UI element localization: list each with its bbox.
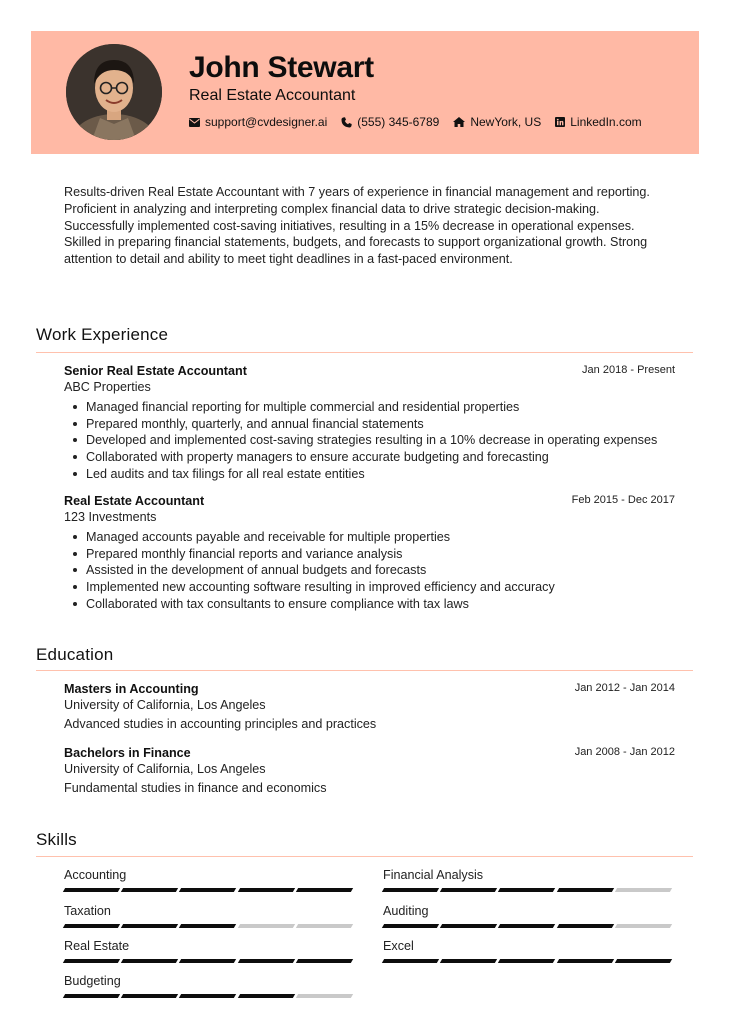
work-company: ABC Properties [64,380,151,394]
skill-level-bar [64,888,355,892]
skill-name: Financial Analysis [383,868,484,882]
skill-segment-filled [63,924,120,928]
phone-icon [341,117,352,128]
education-school: University of California, Los Angeles [64,762,266,776]
candidate-name: John Stewart [189,51,374,84]
education-entry [64,682,675,731]
contact-phone[interactable] [341,115,439,129]
skill-segment-filled [121,959,178,963]
skill-segment-filled [179,959,236,963]
skill-segment-filled [179,924,236,928]
list-item: Developed and implemented cost-saving strategies resulting in a 10% decrease in operating expenses [64,432,675,449]
work-bullets [64,399,675,483]
list-item: Collaborated with property managers to ensure accurate budgeting and forecasting [64,449,675,466]
skill-level-bar [64,924,355,928]
divider [36,670,693,671]
skill-item [64,904,355,928]
education-school: University of California, Los Angeles [64,698,266,712]
skill-item [383,904,674,928]
skill-item [64,868,355,892]
skill-segment-empty [296,994,353,998]
skill-name: Accounting [64,868,127,882]
education-description: Fundamental studies in finance and economics [64,781,327,795]
skill-segment-filled [498,924,555,928]
skill-item [383,868,674,892]
header-banner [31,31,699,154]
skill-segment-filled [556,959,613,963]
skill-segment-empty [615,924,672,928]
skill-segment-filled [237,959,294,963]
skill-segment-filled [556,888,613,892]
skill-segment-empty [615,888,672,892]
work-title: Real Estate Accountant [64,494,205,508]
work-date: Jan 2018 - Present [582,364,675,376]
contact-email-text: support@cvdesigner.ai [205,115,328,129]
skill-name: Budgeting [64,974,121,988]
skill-segment-filled [382,924,439,928]
work-entry [64,494,675,613]
list-item: Managed accounts payable and receivable for multiple properties [64,529,675,546]
skill-level-bar [383,888,674,892]
contact-phone-text: (555) 345-6789 [357,115,440,129]
education-degree: Masters in Accounting [64,682,199,696]
skill-segment-empty [296,924,353,928]
skill-segment-filled [440,888,497,892]
skill-segment-filled [237,994,294,998]
skill-segment-filled [121,924,178,928]
list-item: Assisted in the development of annual budgets and forecasts [64,562,675,579]
skill-level-bar [383,959,674,963]
skill-item [64,939,355,963]
section-title-skills: Skills [36,830,77,849]
skill-segment-filled [498,959,555,963]
linkedin-icon [555,117,565,127]
skill-name: Excel [383,939,414,953]
list-item: Led audits and tax filings for all real estate entities [64,466,675,483]
section-title-work: Work Experience [36,325,169,344]
work-date: Feb 2015 - Dec 2017 [571,494,675,506]
skill-segment-filled [296,888,353,892]
divider [36,352,693,353]
job-title: Real Estate Accountant [189,87,356,104]
home-icon [453,117,465,127]
avatar [66,44,162,140]
skill-segment-filled [237,888,294,892]
divider [36,856,693,857]
skill-segment-filled [179,888,236,892]
skill-segment-filled [63,994,120,998]
skill-item [64,974,355,998]
work-company: 123 Investments [64,510,157,524]
section-title-education: Education [36,645,114,664]
list-item: Implemented new accounting software resulting in improved efficiency and accuracy [64,579,675,596]
skill-segment-filled [296,959,353,963]
skill-segment-filled [382,888,439,892]
list-item: Managed financial reporting for multiple commercial and residential properties [64,399,675,416]
skill-segment-filled [556,924,613,928]
education-degree: Bachelors in Finance [64,746,191,760]
contact-email[interactable] [189,115,327,129]
skill-name: Taxation [64,904,111,918]
contact-linkedin-text: LinkedIn.com [570,115,642,129]
skill-level-bar [64,959,355,963]
skill-segment-filled [615,959,672,963]
list-item: Prepared monthly, quarterly, and annual financial statements [64,416,675,433]
work-title: Senior Real Estate Accountant [64,364,247,378]
education-entry [64,746,675,795]
envelope-icon [189,118,200,127]
profile-summary: Results-driven Real Estate Accountant with 7 years of experience in financial management and reporting. Proficient in analyzing and interpreting complex financial data to drive strategic decision-making. Successfully implemented cost-saving initiatives, resulting in a 15% decrease in operational expenses. Skilled in preparing financial statements, budgets, and forecasts to support organizational growth. Strong attention to detail and ability to meet tight deadlines in a fast-paced environment. [64,185,650,267]
skill-level-bar [64,994,355,998]
work-bullets [64,529,675,613]
education-description: Advanced studies in accounting principles and practices [64,717,377,731]
skill-name: Auditing [383,904,429,918]
education-date: Jan 2012 - Jan 2014 [574,682,675,694]
skill-segment-filled [121,888,178,892]
work-entry [64,364,675,483]
skill-segment-filled [440,959,497,963]
skill-segment-empty [237,924,294,928]
education-date: Jan 2008 - Jan 2012 [574,746,675,758]
contact-location [453,115,541,129]
contact-location-text: NewYork, US [470,115,542,129]
skill-segment-filled [121,994,178,998]
skill-segment-filled [382,959,439,963]
skill-segment-filled [440,924,497,928]
list-item: Prepared monthly financial reports and variance analysis [64,546,675,563]
contact-list [189,115,656,129]
skill-segment-filled [63,888,120,892]
skill-segment-filled [179,994,236,998]
list-item: Collaborated with tax consultants to ensure compliance with tax laws [64,596,675,613]
contact-linkedin[interactable] [555,115,641,129]
skill-item [383,939,674,963]
skill-level-bar [383,924,674,928]
skill-segment-filled [63,959,120,963]
skill-segment-filled [498,888,555,892]
skill-name: Real Estate [64,939,130,953]
profile-photo [66,44,162,140]
